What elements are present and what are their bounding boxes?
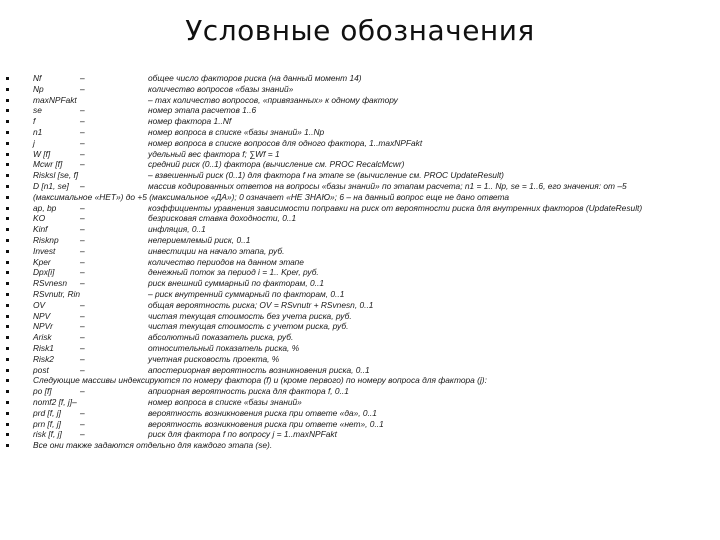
bullet-icon xyxy=(6,304,9,307)
notation-symbol: po [f] xyxy=(33,386,52,397)
notation-row xyxy=(0,343,720,354)
notation-description: риск внешний суммарный по факторам, 0..1 xyxy=(148,278,324,289)
bullet-icon xyxy=(6,99,9,102)
notation-symbol: D [n1, se] xyxy=(33,180,69,191)
notation-row xyxy=(0,84,720,95)
notation-dash: – xyxy=(80,245,85,256)
bullet-icon xyxy=(6,412,9,415)
bullet-icon xyxy=(6,185,9,188)
bullet-icon xyxy=(6,433,9,436)
notation-symbol: ap, bp xyxy=(33,202,57,213)
notation-row xyxy=(0,105,720,116)
bullet-icon xyxy=(6,315,9,318)
notation-dash: – xyxy=(80,321,85,332)
bullet-icon xyxy=(6,250,9,253)
notation-list xyxy=(0,73,720,451)
notation-symbol: prd [f, j] xyxy=(33,407,61,418)
notation-symbol: Risksl [se, f] xyxy=(33,170,79,181)
bullet-icon xyxy=(6,77,9,80)
notation-row xyxy=(0,278,720,289)
bullet-icon xyxy=(6,271,9,274)
notation-dash: – xyxy=(80,299,85,310)
notation-row xyxy=(0,386,720,397)
notation-symbol: OV xyxy=(33,299,46,310)
notation-row xyxy=(0,235,720,246)
notation-description: средний риск (0..1) фактора (вычисление см. PROC RecalcMcwr) xyxy=(148,159,405,170)
notation-symbol: NPVr xyxy=(33,321,53,332)
notation-row xyxy=(0,192,720,203)
notation-description: чистая текущая стоимость без учета риска, руб. xyxy=(148,310,352,321)
notation-row xyxy=(0,321,720,332)
notation-description: апостериорная вероятность возникновения риска, 0..1 xyxy=(148,364,370,375)
notation-description: безрисковая ставка доходности, 0..1 xyxy=(148,213,297,224)
notation-description: инвестиции на начало этапа, руб. xyxy=(148,245,285,256)
bullet-icon xyxy=(6,336,9,339)
notation-note: (максимальное «НЕТ») до +5 (максимальное «ДА»); 0 означает «НЕ ЗНАЮ»; 6 – на данный вопрос еще не дано ответа xyxy=(33,191,510,202)
notation-description: – риск внутренний суммарный по факторам, 0..1 xyxy=(148,288,345,299)
notation-row xyxy=(0,267,720,278)
notation-description: – max количество вопросов, «привязанных» к одному фактору xyxy=(148,94,398,105)
notation-row xyxy=(0,332,720,343)
bullet-icon xyxy=(6,207,9,210)
notation-dash: – xyxy=(80,137,85,148)
notation-dash: – xyxy=(80,224,85,235)
notation-row xyxy=(0,181,720,192)
notation-row xyxy=(0,300,720,311)
notation-symbol: Np xyxy=(33,83,44,94)
bullet-icon xyxy=(6,282,9,285)
notation-row xyxy=(0,419,720,430)
notation-symbol: Nf xyxy=(33,73,42,83)
notation-symbol: Kper xyxy=(33,256,51,267)
notation-description: номер вопроса в списке вопросов для одного фактора, 1..maxNPFakt xyxy=(148,137,423,148)
notation-description: – взвешенный риск (0..1) для фактора f на этапе se (вычисление см. PROC UpdateResult) xyxy=(148,170,504,181)
notation-row xyxy=(0,170,720,181)
notation-description: количество периодов на данном этапе xyxy=(148,256,304,267)
notation-dash: – xyxy=(80,256,85,267)
notation-description: общее число факторов риска (на данный момент 14) xyxy=(148,73,362,83)
notation-description: учетная рисковость проекта, % xyxy=(148,353,280,364)
notation-row xyxy=(0,138,720,149)
notation-dash: – xyxy=(80,73,85,83)
notation-row xyxy=(0,149,720,160)
notation-dash: – xyxy=(80,407,85,418)
bullet-icon xyxy=(6,347,9,350)
notation-description: априорная вероятность риска для фактора f, 0..1 xyxy=(148,386,349,397)
notation-dash: – xyxy=(80,202,85,213)
notation-row xyxy=(0,203,720,214)
notation-dash: – xyxy=(80,278,85,289)
notation-note: Следующие массивы индексируются по номеру фактора (f) и (кроме первого) по номеру вопроса для фактора (j): xyxy=(33,375,487,386)
bullet-icon xyxy=(6,261,9,264)
bullet-icon xyxy=(6,401,9,404)
bullet-icon xyxy=(6,369,9,372)
notation-symbol: Risk1 xyxy=(33,342,54,353)
notation-symbol: risk [f, j] xyxy=(33,429,62,440)
notation-symbol: prn [f, j] xyxy=(33,418,61,429)
notation-symbol: post xyxy=(33,364,49,375)
bullet-icon xyxy=(6,423,9,426)
notation-row xyxy=(0,365,720,376)
notation-dash: – xyxy=(80,353,85,364)
bullet-icon xyxy=(6,174,9,177)
notation-dash: – xyxy=(80,364,85,375)
notation-row xyxy=(0,429,720,440)
notation-symbol: NPV xyxy=(33,310,51,321)
notation-description: риск для фактора f по вопросу j = 1..maxNPFakt xyxy=(148,429,337,440)
notation-row xyxy=(0,375,720,386)
bullet-icon xyxy=(6,379,9,382)
bullet-icon xyxy=(6,228,9,231)
notation-row xyxy=(0,397,720,408)
bullet-icon xyxy=(6,120,9,123)
notation-dash: – xyxy=(80,116,85,127)
notation-dash: – xyxy=(80,310,85,321)
bullet-icon xyxy=(6,163,9,166)
notation-row xyxy=(0,440,720,451)
notation-row xyxy=(0,213,720,224)
bullet-icon xyxy=(6,88,9,91)
notation-dash: – xyxy=(80,126,85,137)
notation-note: Все они также задаются отдельно для каждого этапа (se). xyxy=(33,440,273,451)
bullet-icon xyxy=(6,239,9,242)
notation-dash: – xyxy=(80,332,85,343)
notation-description: чистая текущая стоимость с учетом риска, руб. xyxy=(148,321,349,332)
notation-symbol: KO xyxy=(33,213,46,224)
bullet-icon xyxy=(6,153,9,156)
bullet-icon xyxy=(6,444,9,447)
bullet-icon xyxy=(6,109,9,112)
notation-dash: – xyxy=(80,342,85,353)
notation-description: удельный вес фактора f; ∑Wf = 1 xyxy=(148,148,280,159)
notation-row xyxy=(0,116,720,127)
bullet-icon xyxy=(6,142,9,145)
notation-dash: – xyxy=(80,180,85,191)
notation-symbol: Invest xyxy=(33,245,56,256)
notation-description: вероятность возникновения риска при ответе «да», 0..1 xyxy=(148,407,377,418)
notation-row xyxy=(0,354,720,365)
notation-description: относительный показатель риска, % xyxy=(148,342,300,353)
notation-description: абсолютный показатель риска, руб. xyxy=(148,332,294,343)
bullet-icon xyxy=(6,196,9,199)
notation-dash: – xyxy=(80,105,85,116)
notation-dash: – xyxy=(80,429,85,440)
notation-row xyxy=(0,257,720,268)
notation-description: номер этапа расчетов 1..6 xyxy=(148,105,257,116)
notation-symbol: RSvnesn xyxy=(33,278,67,289)
notation-symbol: RSvnutr, Rin xyxy=(33,288,81,299)
notation-symbol: j xyxy=(33,137,35,148)
notation-dash: – xyxy=(80,159,85,170)
bullet-icon xyxy=(6,131,9,134)
notation-dash: – xyxy=(80,267,85,278)
notation-dash: – xyxy=(80,83,85,94)
notation-row xyxy=(0,289,720,300)
notation-row xyxy=(0,224,720,235)
notation-dash: – xyxy=(80,148,85,159)
notation-row xyxy=(0,408,720,419)
notation-description: вероятность возникновения риска при ответе «нет», 0..1 xyxy=(148,418,384,429)
notation-symbol: se xyxy=(33,105,42,116)
bullet-icon xyxy=(6,293,9,296)
notation-symbol: Dpx[i] xyxy=(33,267,55,278)
notation-description: денежный поток за период i = 1.. Kper, руб. xyxy=(148,267,319,278)
bullet-icon xyxy=(6,358,9,361)
notation-description: непериемлемый риск, 0..1 xyxy=(148,234,251,245)
bullet-icon xyxy=(6,217,9,220)
notation-symbol: nomf2 [f, j]– xyxy=(33,396,77,407)
notation-description: номер фактора 1..Nf xyxy=(148,116,232,127)
notation-symbol: n1 xyxy=(33,126,43,137)
notation-row xyxy=(0,246,720,257)
notation-description: количество вопросов «базы знаний» xyxy=(148,83,294,94)
notation-description: общая вероятность риска; OV = RSvnutr + RSvnesn, 0..1 xyxy=(148,299,374,310)
notation-symbol: maxNPFakt xyxy=(33,94,77,105)
notation-row xyxy=(0,159,720,170)
notation-row xyxy=(0,73,720,84)
notation-dash: – xyxy=(80,234,85,245)
slide-title: Условные обозначения xyxy=(185,14,535,47)
notation-dash: – xyxy=(80,386,85,397)
notation-symbol: f xyxy=(33,116,36,127)
notation-dash: – xyxy=(80,418,85,429)
notation-symbol: Risk2 xyxy=(33,353,54,364)
bullet-icon xyxy=(6,390,9,393)
notation-row xyxy=(0,95,720,106)
notation-symbol: Kinf xyxy=(33,224,48,235)
notation-description: коэффициенты уравнения зависимости поправки на риск от вероятности риска для внутренних факторов (UpdateResult) xyxy=(148,202,643,213)
notation-symbol: Risknp xyxy=(33,234,59,245)
notation-symbol: W [f] xyxy=(33,148,51,159)
notation-description: номер вопроса в списке «базы знаний» 1..Np xyxy=(148,126,325,137)
notation-symbol: Mcwr [f] xyxy=(33,159,63,170)
notation-description: номер вопроса в списке «базы знаний» xyxy=(148,396,302,407)
notation-description: массив кодированных ответов на вопросы «базы знаний» по этапам расчета; n1 = 1.. Np, se = 1..6, его значения: от –5 xyxy=(148,180,627,191)
notation-description: инфляция, 0..1 xyxy=(148,224,206,235)
notation-symbol: Arisk xyxy=(33,332,52,343)
notation-row xyxy=(0,311,720,322)
notation-dash: – xyxy=(80,213,85,224)
bullet-icon xyxy=(6,325,9,328)
notation-row xyxy=(0,127,720,138)
